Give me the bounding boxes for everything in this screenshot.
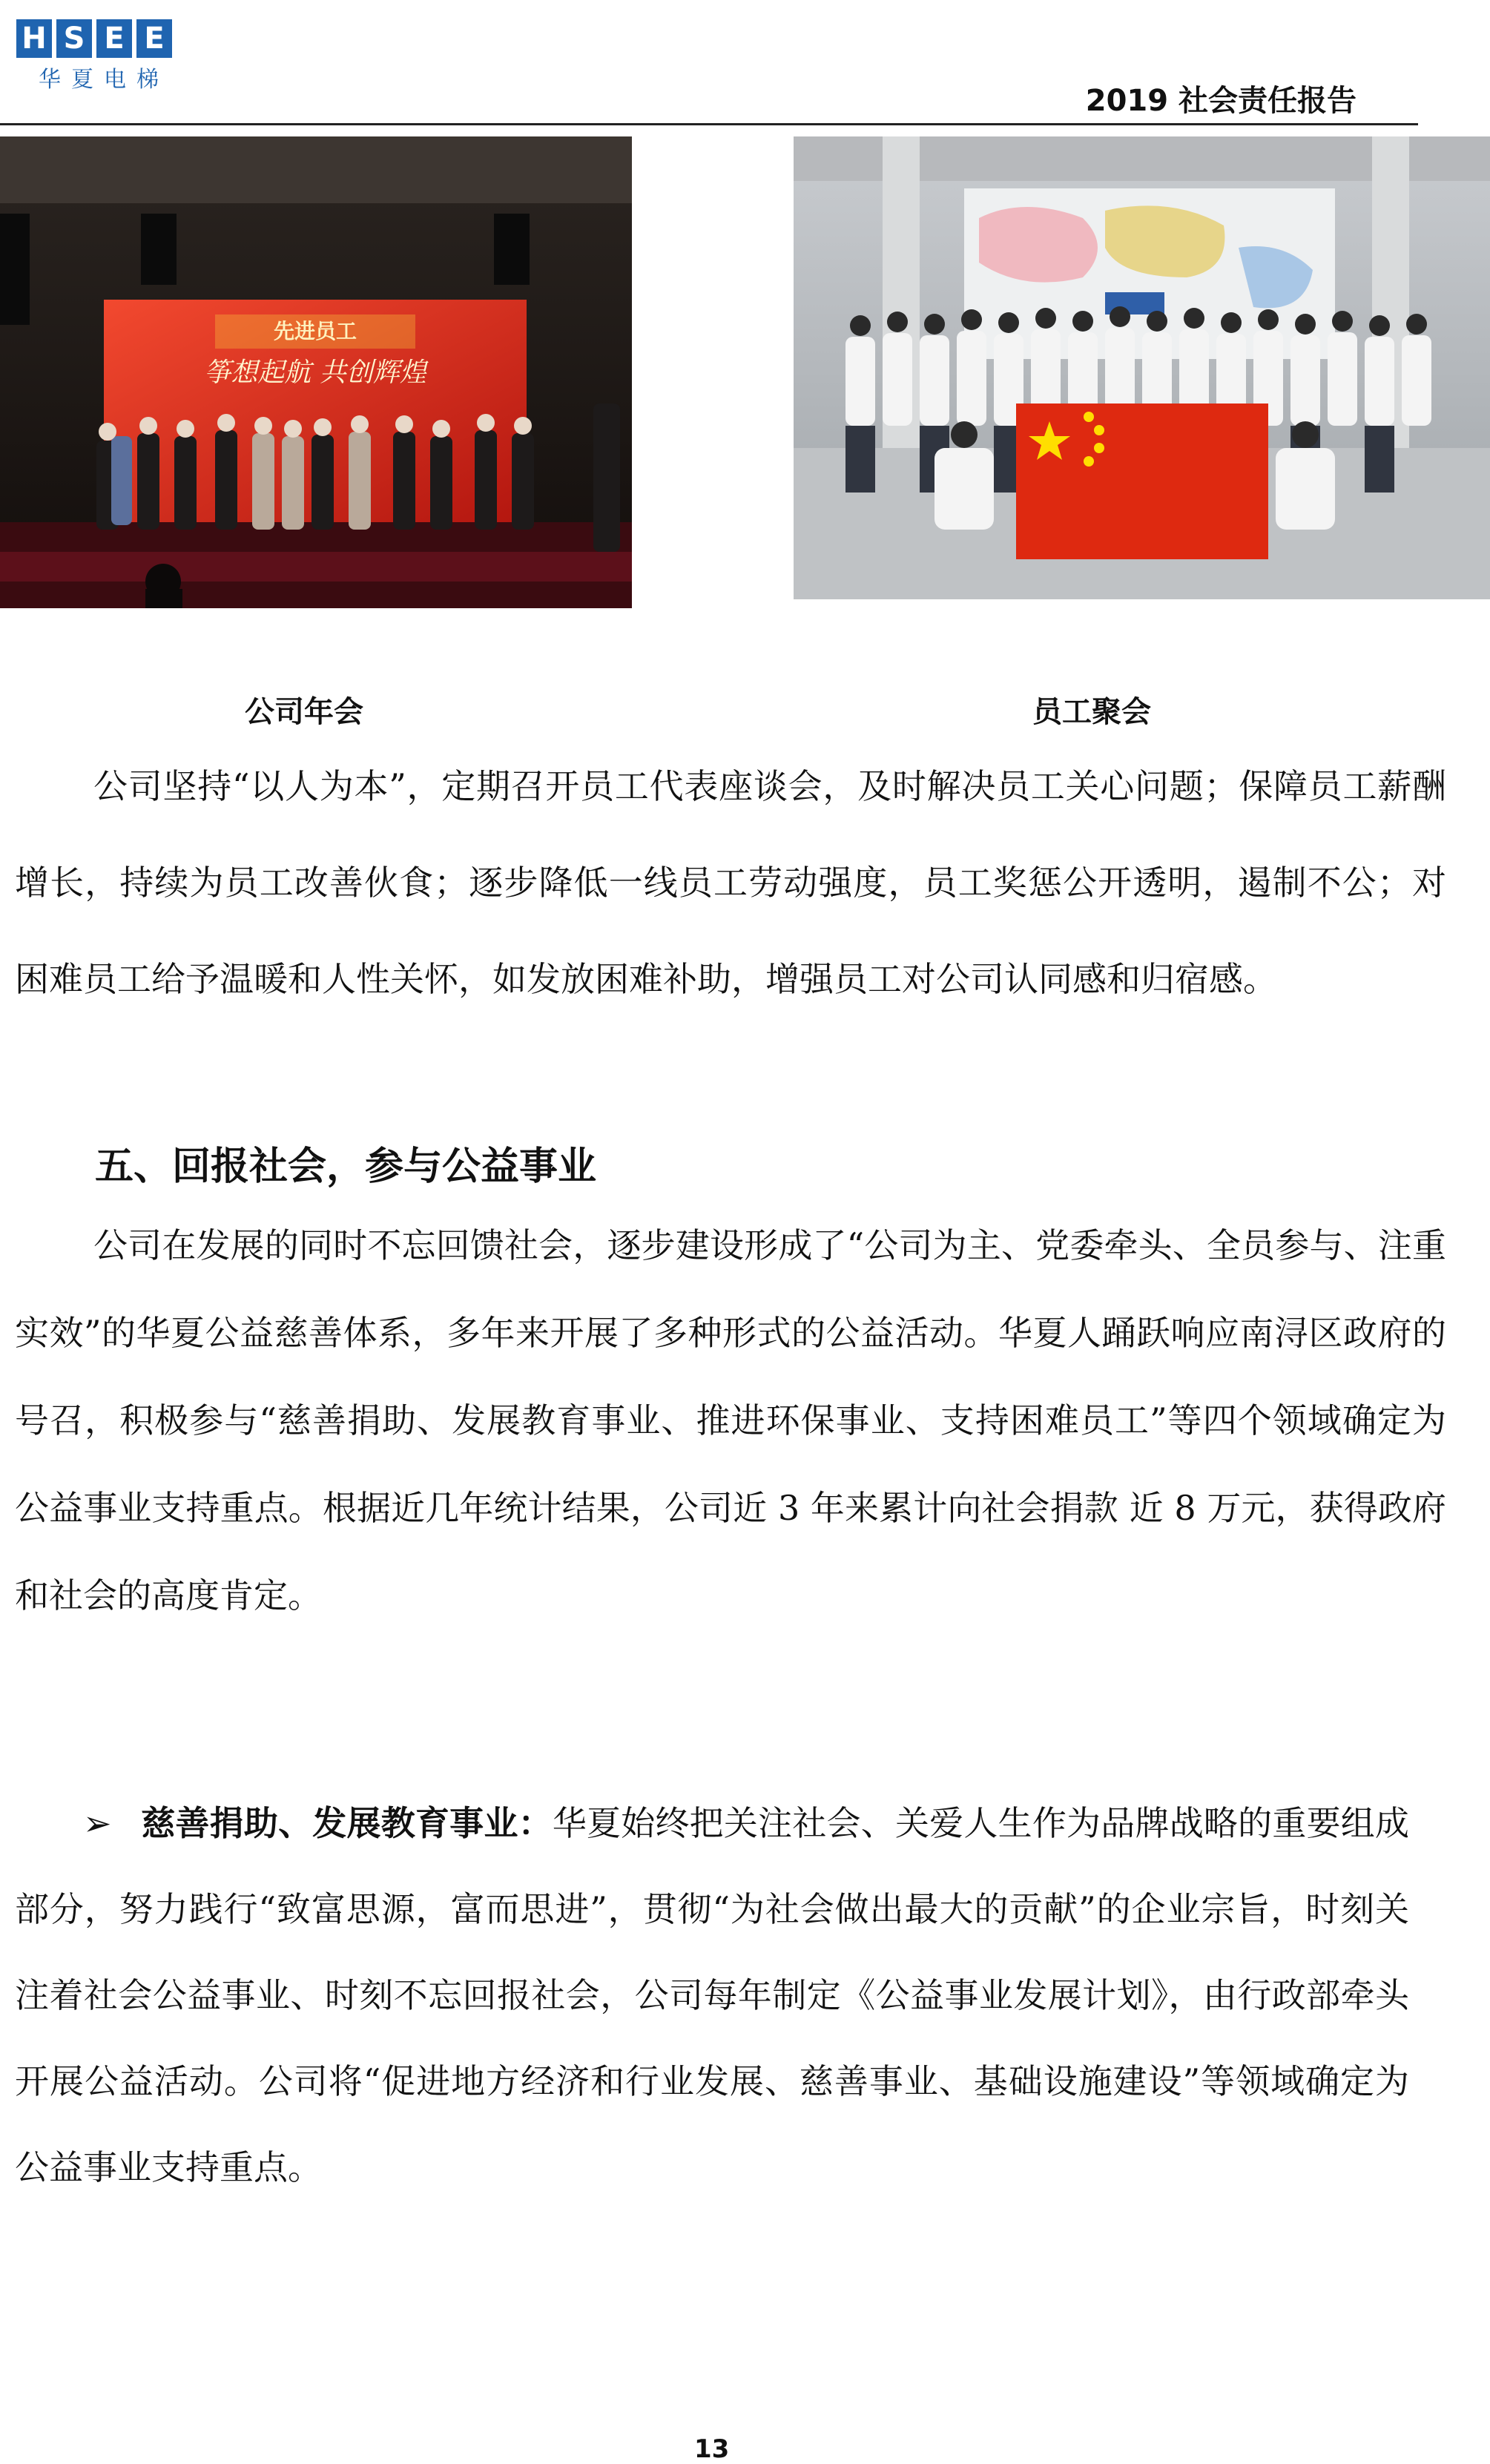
bullet-arrow-icon: ➢ [83,1803,112,1843]
report-title: 2019 社会责任报告 [1085,84,1357,118]
paragraph-employee-care: 公司坚持“以人为本”，定期召开员工代表座谈会，及时解决员工关心问题；保障员工薪酬增长，持续为员工改善伙食；逐步降低一线员工劳动强度，员工奖惩公开透明，遏制不公；对困难员工给予温暖和人性关怀，如发放困难补助，增强员工对公司认同感和归宿感。 [15,766,1446,999]
photo-caption-annual-meeting: 公司年会 [245,695,363,729]
photo-caption-employee-gathering: 员工聚会 [1032,695,1151,729]
logo-letter: S [56,19,92,58]
company-logo [16,19,179,101]
section-heading: 五、回报社会，参与公益事业 [95,1144,597,1189]
banner-slogan: 筝想起航 共创辉煌 [204,358,426,388]
bullet-charity-education [15,1780,1409,2210]
page-number: 13 [694,2434,730,2464]
logo-letters [16,19,179,58]
employee-gathering-photo [794,136,1490,599]
logo-letter: E [136,19,172,58]
banner-title: 先进员工 [273,319,357,343]
logo-letter: H [16,19,52,58]
logo-chinese-name: 华夏电梯 [39,67,169,93]
bullet-text: 华夏始终把关注社会、关爱人生作为品牌战略的重要组成部分，努力践行“致富思源，富而思进”，贯彻“为社会做出最大的贡献”的企业宗旨，时刻关注着社会公益事业、时刻不忘回报社会，公司每年制定《公益事业发展计划》，由行政部牵头开展公益活动。公司将“促进地方经济和行业发展、慈善事业、基础设施建设”等领域确定为公益事业支持重点。 [15,1803,1410,2187]
header-divider [0,123,1418,125]
paragraph-public-welfare: 公司在发展的同时不忘回馈社会，逐步建设形成了“公司为主、党委牵头、全员参与、注重实效”的华夏公益慈善体系，多年来开展了多种形式的公益活动。华夏人踊跃响应南浔区政府的号召，积极参与“慈善捐助、发展教育事业、推进环保事业、支持困难员工”等四个领域确定为公益事业支持重点。根据近几年统计结果，公司近 3 年来累计向社会捐款 近 8 万元，获得政府和社会的高度肯定。 [15,1225,1446,1615]
logo-letter: E [96,19,132,58]
annual-meeting-photo [0,136,632,608]
bullet-lead: 慈善捐助、发展教育事业： [141,1803,553,1843]
